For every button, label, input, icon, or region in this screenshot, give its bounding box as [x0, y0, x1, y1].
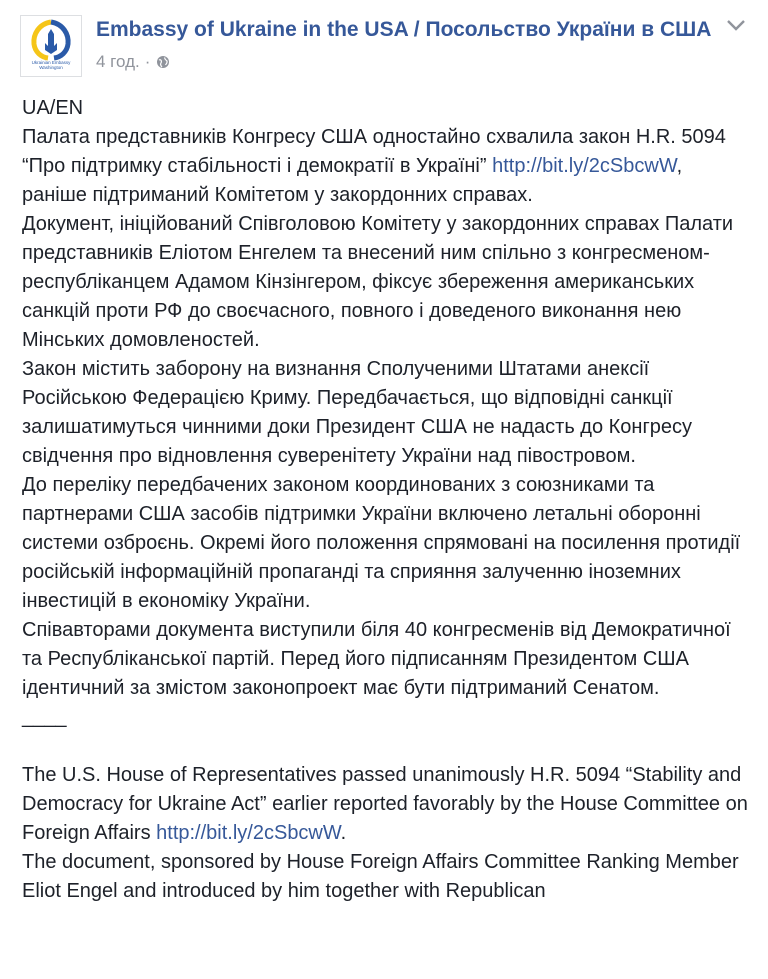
bitly-link-en[interactable]: http://bit.ly/2cSbcwW — [156, 822, 341, 844]
avatar-caption: Ukrainian Embassy Washington — [31, 60, 71, 70]
paragraph-ua-4: До переліку передбачених законом координованих з союзниками та партнерами США засобів підтримки України включено летальні оборонні системи озброєнь. Окремі його положення спрямовані на посилення протидії російській інформаційній пропаганді та сприяння залученню іноземних інвестицій в економіку України. — [22, 474, 741, 612]
page-avatar[interactable] — [20, 15, 82, 77]
post-meta — [96, 52, 170, 72]
chevron-down-icon[interactable] — [726, 18, 746, 32]
separator-line: ____ — [22, 706, 67, 728]
paragraph-ua-3: Закон містить заборону на визнання Сполученими Штатами анексії Російською Федерацією Криму. Передбачається, що відповідні санкції залишатимуться чинними доки Президент США не надасть до Конгресу свідчення про відновлення суверенітету України над півостровом. — [22, 358, 693, 467]
paragraph-ua-2: Документ, ініційований Співголовою Комітету у закордонних справах Палати представників Еліотом Енгелем та внесений ним спільно з конгресменом-республіканцем Адамом Кінзінгером, фіксує збереження американських санкцій проти РФ до своєчасного, повного і доведеного виконання нею Мінських домовленостей. — [22, 213, 734, 351]
post-timestamp[interactable]: 4 год. — [96, 52, 140, 71]
paragraph-en-1: The U.S. House of Representatives passed unanimously H.R. 5094 “Stability and Democracy for Ukraine Act” earlier reported favorably by the House Committee on Foreign Affairs http://bit.ly/2cSbcwW. — [22, 764, 748, 844]
meta-separator: · — [144, 52, 151, 71]
paragraph-ua-1: Палата представників Конгресу США одностайно схвалила закон H.R. 5094 “Про підтримку стабільності і демократії в Україні” http://bit.ly/2cSbcwW, раніше підтриманий Комітетом у закордонних справах. — [22, 126, 726, 206]
language-label: UA/EN — [22, 97, 84, 119]
post-header — [0, 0, 768, 82]
page-name-link[interactable]: Embassy of Ukraine in the USA / Посольство України в США — [96, 18, 712, 41]
paragraph-ua-5: Співавторами документа виступили біля 40 конгресменів від Демократичної та Республіканської партій. Перед його підписанням Президентом США ідентичний за змістом законопроект має бути підтриманий Сенатом. — [22, 619, 731, 699]
paragraph-en-2: The document, sponsored by House Foreign Affairs Committee Ranking Member Eliot Engel and introduced by him together with Republican — [22, 851, 739, 902]
blank-line — [22, 732, 750, 761]
bitly-link-ua[interactable]: http://bit.ly/2cSbcwW — [492, 155, 677, 177]
post-text — [22, 94, 750, 906]
globe-icon[interactable] — [156, 55, 170, 69]
